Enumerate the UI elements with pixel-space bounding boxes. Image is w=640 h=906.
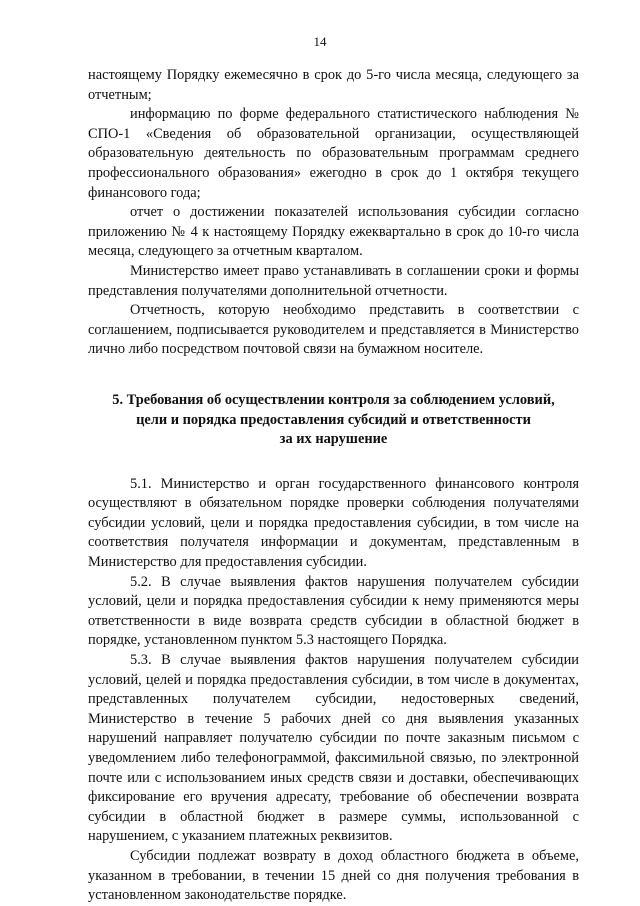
section-heading-line: 5. Требования об осуществлении контроля за соблюдением условий,: [112, 391, 555, 408]
section-heading: [88, 391, 579, 450]
paragraph: отчет о достижении показателей использования субсидии согласно приложению № 4 к настоящему Порядку ежеквартально в срок до 10-го числа месяца, следующего за отчетным кварталом.: [88, 204, 579, 260]
paragraph: 5.2. В случае выявления фактов нарушения получателем субсидии условий, цели и порядка предоставления субсидии к нему применяются меры ответственности в виде возврата средств субсидии в областной бюджет в порядке, установленном пунктом 5.3 настоящего Порядка.: [88, 573, 579, 649]
section-heading-line: за их нарушение: [279, 431, 388, 448]
section-heading-line: цели и порядка предоставления субсидий и ответственности: [136, 411, 531, 428]
paragraph: Субсидии подлежат возврату в доход областного бюджета в объеме, указанном в требовании, в течении 15 дней со дня получения требования в установленном законодательстве порядке.: [88, 847, 579, 904]
paragraph: 5.3. В случае выявления фактов нарушения получателем субсидии условий, целей и порядка предоставления субсидии, в том числе в документах, представленных получателем субсидии, недостоверных сведений, Министерство в течение 5 рабочих дней со дня выявления указанных нарушений направляет получателю субсидии по почте заказным письмом с уведомлением либо телефонограммой, факсимильной связью, по электронной почте или с использованием иных средств связи и доставки, обеспечивающих фиксирование его вручения адресату, требование об обеспечении возврата субсидии в областной бюджет в размере суммы, использованной с нарушением, с указанием платежных реквизитов.: [88, 652, 579, 845]
paragraph: Отчетность, которую необходимо представить в соответствии с соглашением, подписывается руководителем и представляется в Министерство лично либо посредством почтовой связи на бумажном носителе.: [88, 302, 579, 358]
paragraph: настоящему Порядку ежемесячно в срок до 5-го числа месяца, следующего за отчетным;: [88, 67, 579, 103]
paragraph: Министерство имеет право устанавливать в соглашении сроки и формы представления получателями дополнительной отчетности.: [88, 262, 579, 299]
document-body: [88, 66, 579, 906]
paragraph: 5.1. Министерство и орган государственного финансового контроля осуществляют в обязательном порядке проверки соблюдения получателями субсидии условий, цели и порядка предоставления субсидии, в том числе на соответствия получателя информации и документам, представленным в Министерство для предоставления субсидии.: [88, 475, 579, 571]
page-number: 14: [313, 34, 327, 49]
paragraph: информацию по форме федерального статистического наблюдения № СПО-1 «Сведения об образовательной организации, осуществляющей образовательную деятельность по образовательным программам среднего профессионального образования» ежегодно в срок до 1 октября текущего финансового года;: [88, 106, 579, 201]
